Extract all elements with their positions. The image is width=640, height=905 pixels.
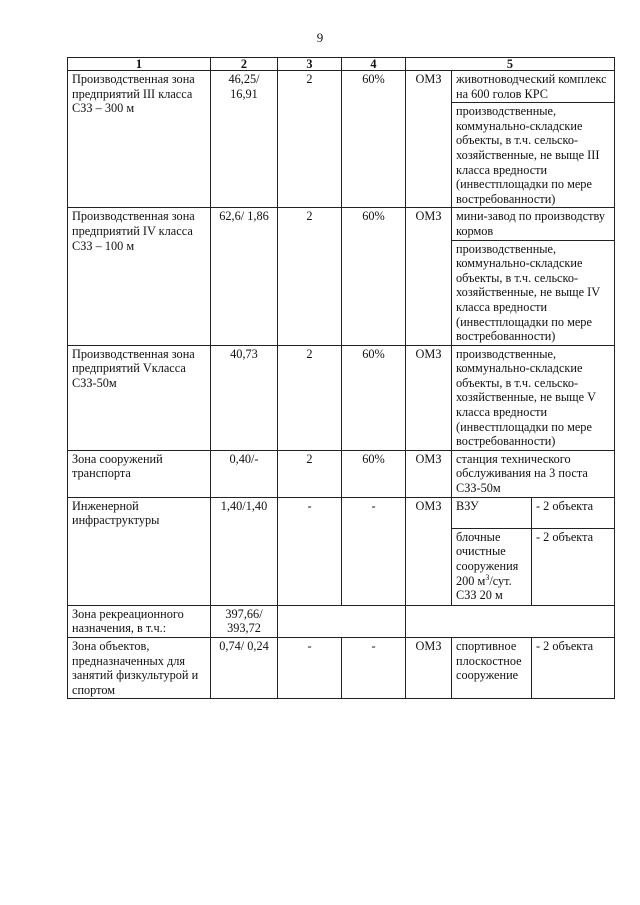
table-row	[68, 208, 615, 240]
col3-value: 2	[278, 450, 342, 497]
col3-value: 2	[278, 345, 342, 450]
zone-name: Зона сооружений транспорта	[68, 450, 211, 497]
table-row	[68, 605, 615, 637]
col4-value: 60%	[342, 71, 406, 208]
page-number: 9	[316, 30, 324, 45]
zone-name: Производственная зона предприятий III класса СЗЗ – 300 м	[68, 71, 211, 208]
header-col-4: 4	[342, 58, 406, 71]
col4-value: 60%	[342, 345, 406, 450]
zone-area: 40,73	[211, 345, 278, 450]
zone-area: 0,40/-	[211, 450, 278, 497]
header-col-1: 1	[68, 58, 211, 71]
header-col-5: 5	[406, 58, 615, 71]
table-row	[68, 638, 615, 699]
table-row	[68, 71, 615, 103]
col3-value: -	[278, 638, 342, 699]
zone-area: 397,66/ 393,72	[211, 605, 278, 637]
zone-type: ОМЗ	[406, 71, 452, 208]
object-item: производственные, коммунально-складские объекты, в т.ч. сельско-хозяйственные, не выще IV класса вредности (инвестплощадки по мере востребованности)	[452, 240, 615, 345]
zone-type: ОМЗ	[406, 345, 452, 450]
col3-value: 2	[278, 71, 342, 208]
object-name: ВЗУ	[452, 497, 532, 528]
object-count: - 2 объекта	[532, 497, 615, 528]
zone-name: Инженерной инфраструктуры	[68, 497, 211, 605]
object-item: станция технического обслуживания на 3 поста СЗЗ-50м	[452, 450, 615, 497]
col3-value: 2	[278, 208, 342, 345]
header-col-2: 2	[211, 58, 278, 71]
zone-name: Зона объектов, предназначенных для занятий физкультурой и спортом	[68, 638, 211, 699]
zone-area: 46,25/ 16,91	[211, 71, 278, 208]
col4-value: -	[342, 497, 406, 605]
col4-value: 60%	[342, 450, 406, 497]
empty-cell	[278, 605, 406, 637]
zone-name: Зона рекреационного назначения, в т.ч.:	[68, 605, 211, 637]
zone-type: ОМЗ	[406, 208, 452, 345]
zone-area: 1,40/1,40	[211, 497, 278, 605]
object-name: спортивное плоскостное сооружение	[452, 638, 532, 699]
zone-name: Производственная зона предприятий IV класса СЗЗ – 100 м	[68, 208, 211, 345]
table-row	[68, 345, 615, 450]
col3-value: -	[278, 497, 342, 605]
unit-superscript: 3	[485, 572, 490, 582]
empty-cell	[406, 605, 615, 637]
zoning-table	[67, 57, 615, 699]
zone-area: 0,74/ 0,24	[211, 638, 278, 699]
zone-type: ОМЗ	[406, 497, 452, 605]
table-row	[68, 497, 615, 528]
object-item: производственные, коммунально-складские объекты, в т.ч. сельско-хозяйственные, не выще V класса вредности (инвестплощадки по мере востребованности)	[452, 345, 615, 450]
object-count: - 2 объекта	[532, 528, 615, 605]
col4-value: 60%	[342, 208, 406, 345]
zone-name: Производственная зона предприятий Vкласса СЗЗ-50м	[68, 345, 211, 450]
object-count: - 2 объекта	[532, 638, 615, 699]
zone-type: ОМЗ	[406, 450, 452, 497]
zone-area: 62,6/ 1,86	[211, 208, 278, 345]
object-item: животноводческий комплекс на 600 голов КРС	[452, 71, 615, 103]
object-name-pre: блочные очистные сооружения 200 м	[456, 529, 519, 588]
object-name	[452, 528, 532, 605]
table-row	[68, 450, 615, 497]
object-name-post: /сут. СЗЗ 20 м	[456, 573, 512, 603]
object-item: мини-завод по производству кормов	[452, 208, 615, 240]
header-col-3: 3	[278, 58, 342, 71]
zone-type: ОМЗ	[406, 638, 452, 699]
header-row	[68, 58, 615, 71]
col4-value: -	[342, 638, 406, 699]
object-item: производственные, коммунально-складские объекты, в т.ч. сельско-хозяйственные, не выще III класса вредности (инвестплощадки по мере востребованности)	[452, 103, 615, 208]
